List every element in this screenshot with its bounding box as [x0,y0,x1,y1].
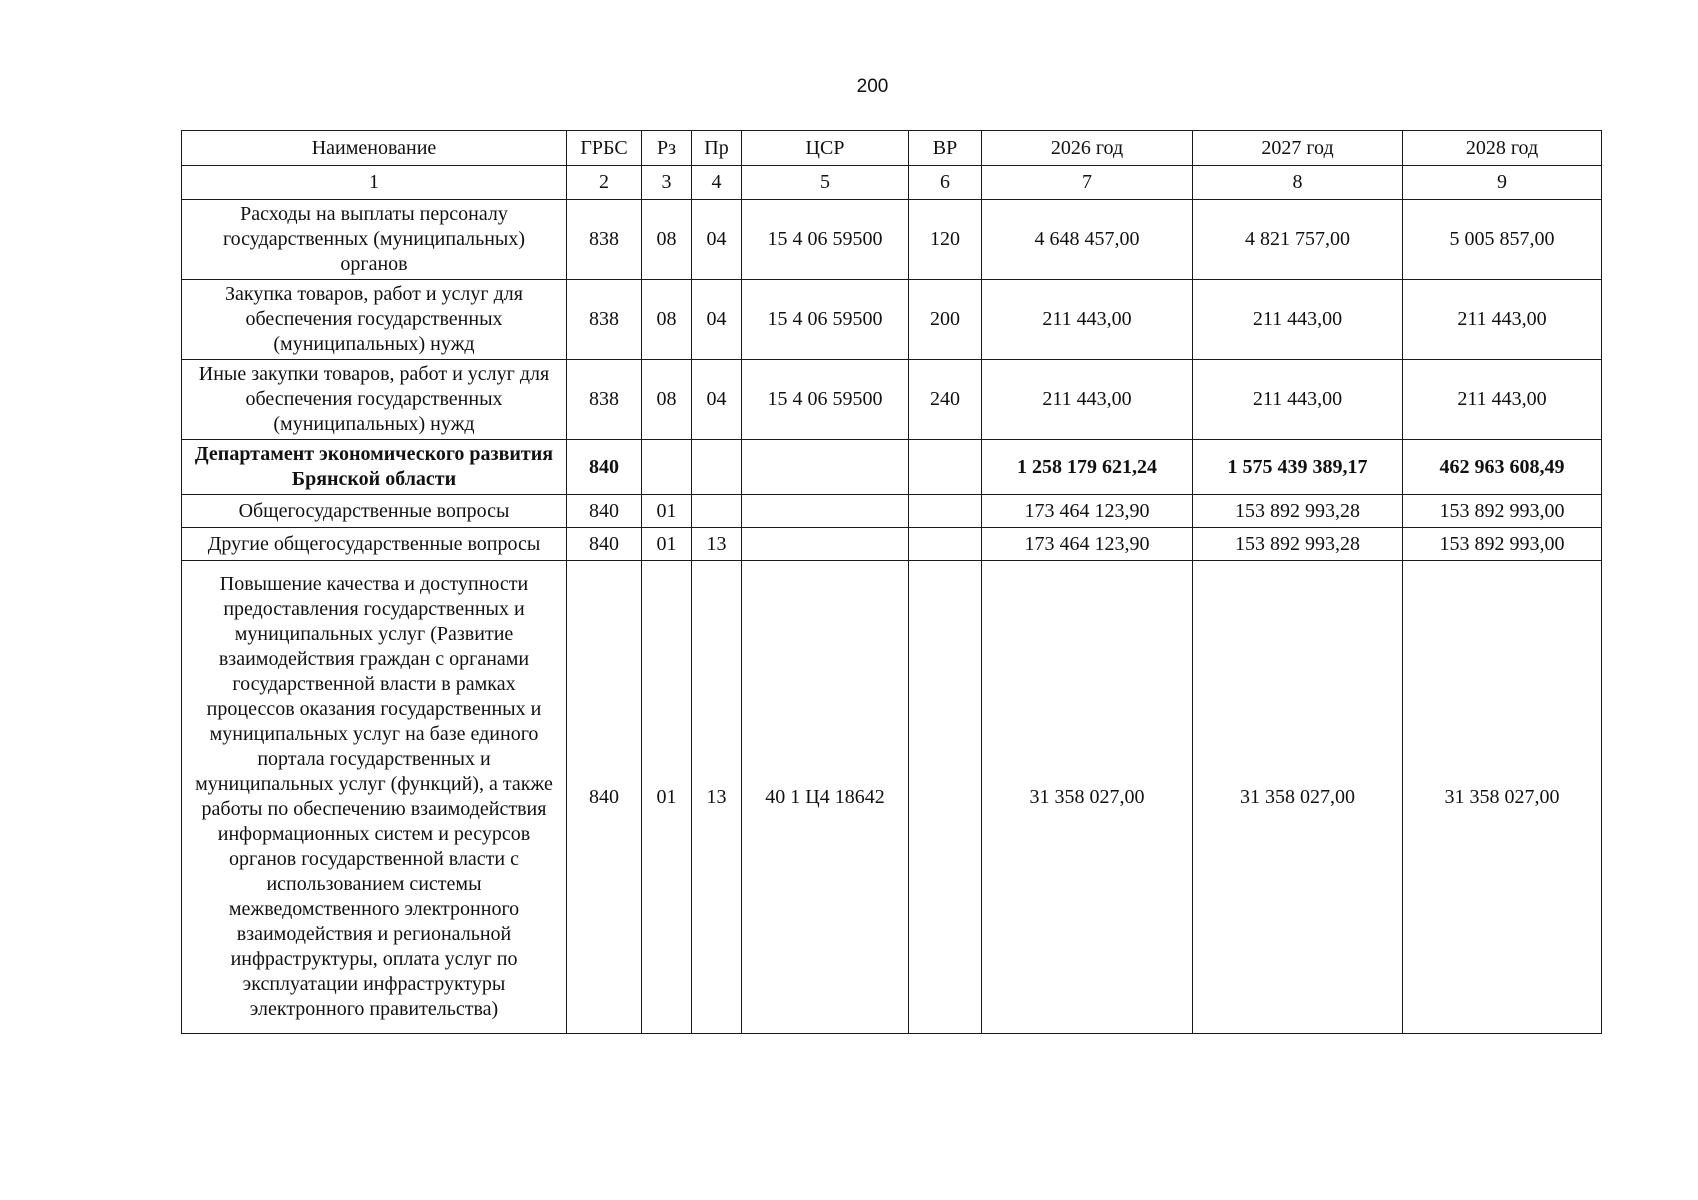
cell-csr: 15 4 06 59500 [742,360,909,440]
cell-2028: 211 443,00 [1403,280,1602,360]
header-vr: ВР [909,131,982,166]
page-number: 200 [856,76,889,97]
header-csr: ЦСР [742,131,909,166]
cell-pr: 13 [692,528,742,561]
budget-table [181,130,1602,1034]
cell-grbs: 840 [567,440,642,495]
column-number: 4 [692,166,742,200]
cell-csr [742,495,909,528]
column-number: 6 [909,166,982,200]
cell-2026: 1 258 179 621,24 [982,440,1193,495]
cell-csr: 15 4 06 59500 [742,200,909,280]
cell-grbs: 838 [567,280,642,360]
column-number: 3 [642,166,692,200]
header-grbs: ГРБС [567,131,642,166]
column-number: 1 [182,166,567,200]
table-row-department [182,440,1602,495]
cell-2026: 4 648 457,00 [982,200,1193,280]
cell-pr: 04 [692,280,742,360]
cell-2027: 153 892 993,28 [1193,495,1403,528]
cell-grbs: 840 [567,561,642,1034]
header-rz: Рз [642,131,692,166]
cell-name: Департамент экономического развития Брянской области [182,440,567,495]
cell-2028: 153 892 993,00 [1403,528,1602,561]
cell-2026: 31 358 027,00 [982,561,1193,1034]
cell-2027: 211 443,00 [1193,360,1403,440]
cell-rz: 08 [642,280,692,360]
column-number: 2 [567,166,642,200]
cell-csr [742,528,909,561]
cell-pr [692,440,742,495]
cell-grbs: 840 [567,528,642,561]
column-number: 9 [1403,166,1602,200]
cell-rz: 08 [642,360,692,440]
cell-vr [909,528,982,561]
cell-name: Иные закупки товаров, работ и услуг для обеспечения государственных (муниципальных) нужд [182,360,567,440]
cell-pr: 13 [692,561,742,1034]
column-number-row [182,166,1602,200]
cell-pr: 04 [692,360,742,440]
cell-2028: 153 892 993,00 [1403,495,1602,528]
cell-csr: 40 1 Ц4 18642 [742,561,909,1034]
cell-vr [909,561,982,1034]
cell-grbs: 840 [567,495,642,528]
header-name: Наименование [182,131,567,166]
cell-csr [742,440,909,495]
table-row [182,561,1602,1034]
cell-rz: 01 [642,528,692,561]
cell-rz: 01 [642,495,692,528]
column-number: 8 [1193,166,1403,200]
header-2027: 2027 год [1193,131,1403,166]
cell-rz [642,440,692,495]
cell-vr [909,440,982,495]
table-row [182,360,1602,440]
cell-pr [692,495,742,528]
table-row [182,528,1602,561]
cell-2027: 31 358 027,00 [1193,561,1403,1034]
header-2026: 2026 год [982,131,1193,166]
table-row [182,280,1602,360]
column-number: 7 [982,166,1193,200]
cell-2026: 211 443,00 [982,280,1193,360]
table-row [182,495,1602,528]
cell-vr [909,495,982,528]
cell-2026: 211 443,00 [982,360,1193,440]
cell-pr: 04 [692,200,742,280]
cell-grbs: 838 [567,200,642,280]
cell-2028: 462 963 608,49 [1403,440,1602,495]
cell-2027: 153 892 993,28 [1193,528,1403,561]
cell-name: Расходы на выплаты персоналу государственных (муниципальных) органов [182,200,567,280]
cell-2028: 31 358 027,00 [1403,561,1602,1034]
cell-2028: 5 005 857,00 [1403,200,1602,280]
cell-2026: 173 464 123,90 [982,528,1193,561]
cell-rz: 08 [642,200,692,280]
table-row [182,200,1602,280]
cell-name: Общегосударственные вопросы [182,495,567,528]
cell-vr: 120 [909,200,982,280]
cell-2027: 1 575 439 389,17 [1193,440,1403,495]
cell-grbs: 838 [567,360,642,440]
cell-2028: 211 443,00 [1403,360,1602,440]
header-2028: 2028 год [1403,131,1602,166]
column-number: 5 [742,166,909,200]
cell-2027: 4 821 757,00 [1193,200,1403,280]
cell-name: Закупка товаров, работ и услуг для обеспечения государственных (муниципальных) нужд [182,280,567,360]
cell-name: Повышение качества и доступности предоставления государственных и муниципальных услуг (Развитие взаимодействия граждан с органами государственной власти в рамках процессов оказания государственных и муниципальных услуг на базе единого портала государственных и муниципальных услуг (функций), а также работы по обеспечению взаимодействия информационных систем и ресурсов органов государственной власти с использованием системы межведомственного электронного взаимодействия и региональной инфраструктуры, оплата услуг по эксплуатации инфраструктуры электронного правительства) [182,561,567,1034]
header-pr: Пр [692,131,742,166]
cell-vr: 240 [909,360,982,440]
header-row [182,131,1602,166]
cell-2026: 173 464 123,90 [982,495,1193,528]
cell-csr: 15 4 06 59500 [742,280,909,360]
cell-vr: 200 [909,280,982,360]
cell-rz: 01 [642,561,692,1034]
cell-2027: 211 443,00 [1193,280,1403,360]
cell-name: Другие общегосударственные вопросы [182,528,567,561]
